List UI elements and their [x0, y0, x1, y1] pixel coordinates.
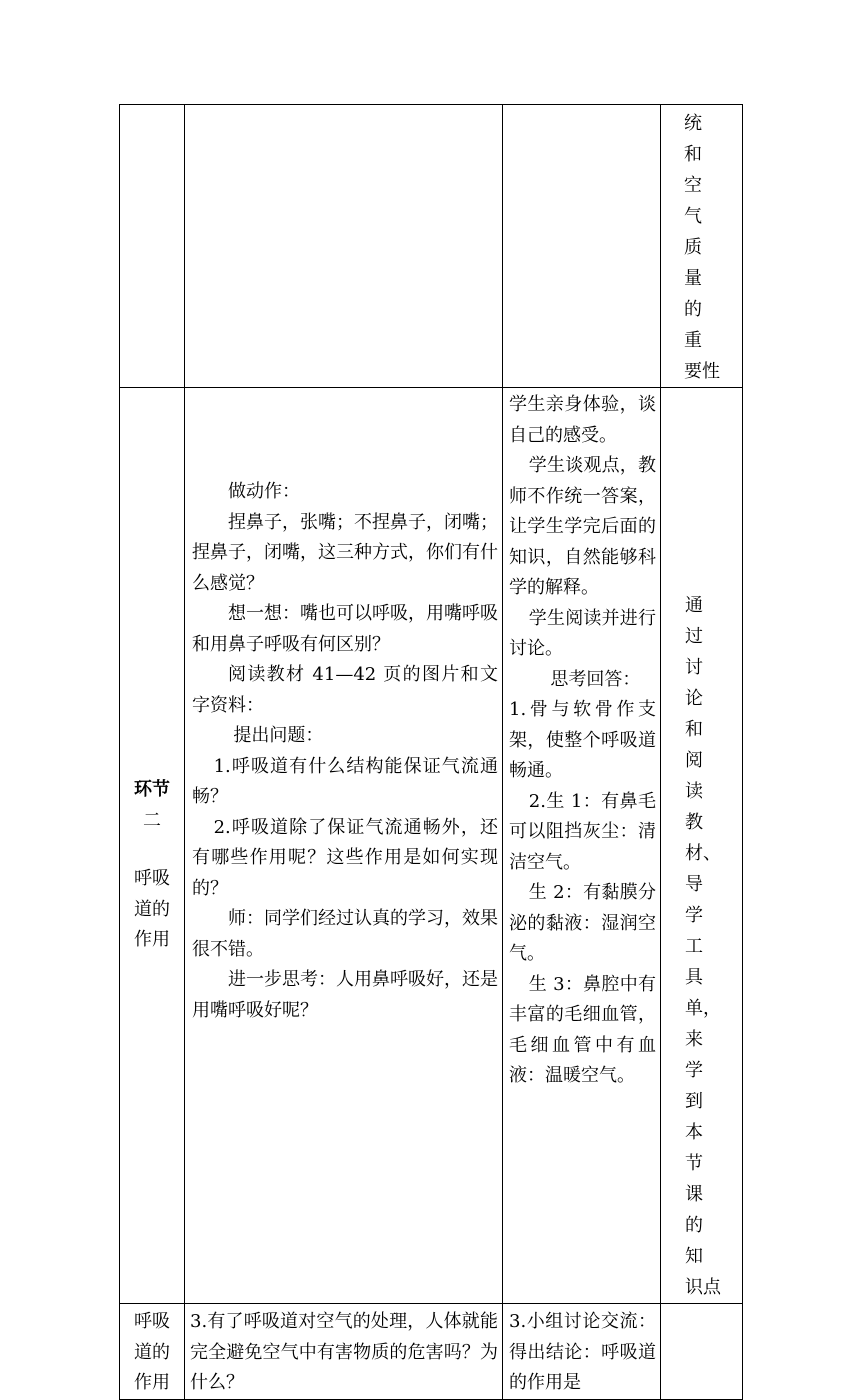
student-text: 2.生 1：有鼻毛可以阻挡灰尘：清洁空气。	[509, 790, 656, 873]
teacher-text: 1.呼吸道有什么结构能保证气流通畅？	[192, 755, 498, 807]
intent-line: 识点	[685, 1277, 721, 1298]
intent-line: 讨 论	[685, 657, 717, 709]
stage-title-line: 二	[143, 809, 161, 831]
stage-subtitle-line: 道的	[134, 898, 170, 920]
stage-subtitle-line: 呼吸	[134, 868, 170, 890]
row3-student-cell	[503, 1304, 661, 1400]
student-text: 学生阅读并进行讨论。	[509, 607, 656, 659]
teacher-text: 2.呼吸道除了保证气流通畅外，还有哪些作用呢？这些作用是如何实现的？	[192, 816, 498, 899]
row3-intent-cell	[661, 1304, 743, 1400]
row1-intent-cell	[661, 105, 743, 388]
row1-teacher-cell	[185, 105, 503, 388]
stage-subtitle-line: 作用	[134, 1372, 170, 1393]
student-text: 1.骨与软骨作支架，使整个呼吸道畅通。	[509, 699, 656, 781]
teacher-text: 师：同学们经过认真的学习，效果很不错。	[192, 908, 498, 960]
intent-line: 质 量	[684, 237, 716, 289]
row2-teacher-cell	[185, 388, 503, 1304]
teacher-text: 阅读教材 41—42 页的图片和文字资料：	[192, 664, 498, 716]
row2-stage-cell	[120, 388, 185, 1304]
table-row	[120, 1304, 743, 1400]
student-text: 3.小组讨论交流：得出结论：呼吸道的作用是	[509, 1311, 656, 1393]
teacher-text: 3.有了呼吸道对空气的处理，人体就能完全避免空气中有害物质的危害吗？为什么？	[190, 1311, 498, 1393]
student-text: 生 3：鼻腔中有丰富的毛细血管，毛细血管中有血液：温暖空气。	[509, 973, 656, 1086]
intent-line: 具单，	[685, 967, 721, 1019]
row2-student-cell	[503, 388, 661, 1304]
stage-subtitle-line: 作用	[134, 929, 170, 951]
teacher-text: 捏鼻子，张嘴；不捏鼻子，闭嘴；捏鼻子，闭嘴，这三种方式，你们有什么感觉？	[192, 511, 498, 594]
intent-line: 通 过	[685, 595, 717, 647]
intent-line: 到 本	[685, 1091, 717, 1143]
intent-line: 要性	[684, 361, 720, 382]
student-text: 思考回答：	[550, 668, 641, 690]
intent-line: 的 重	[684, 299, 716, 351]
intent-line: 的 知	[685, 1215, 717, 1267]
intent-line: 学 工	[685, 905, 717, 957]
row3-teacher-cell	[185, 1304, 503, 1400]
intent-line: 和 阅	[685, 719, 717, 771]
table-row	[120, 388, 743, 1304]
intent-line: 材、导	[685, 843, 721, 895]
student-text: 生 2：有黏膜分泌的黏液：湿润空气。	[509, 882, 656, 964]
intent-line: 读 教	[685, 781, 717, 833]
teacher-text: 想一想：嘴也可以呼吸，用嘴呼吸和用鼻子呼吸有何区别？	[192, 603, 498, 655]
intent-line: 节 课	[685, 1153, 717, 1205]
teacher-text: 做动作：	[228, 481, 300, 502]
intent-line: 来 学	[685, 1029, 717, 1081]
table-row	[120, 105, 743, 388]
lesson-plan-table	[119, 104, 743, 1400]
stage-subtitle-line: 呼吸	[134, 1311, 170, 1332]
intent-line: 空 气	[684, 175, 716, 227]
student-text: 学生亲身体验，谈自己的感受。	[509, 394, 656, 446]
stage-subtitle-line: 道的	[134, 1341, 170, 1363]
stage-title-line: 环节	[134, 779, 170, 801]
row3-stage-cell	[120, 1304, 185, 1400]
intent-line: 统 和	[684, 113, 716, 165]
student-text: 学生谈观点，教师不作统一答案，让学生学完后面的知识，自然能够科学的解释。	[509, 455, 656, 598]
teacher-text: 提出问题：	[233, 725, 324, 746]
row1-student-cell	[503, 105, 661, 388]
row1-stage-cell	[120, 105, 185, 388]
teacher-text: 进一步思考：人用鼻呼吸好，还是用嘴呼吸好呢？	[192, 969, 498, 1021]
row2-intent-cell	[661, 388, 743, 1304]
